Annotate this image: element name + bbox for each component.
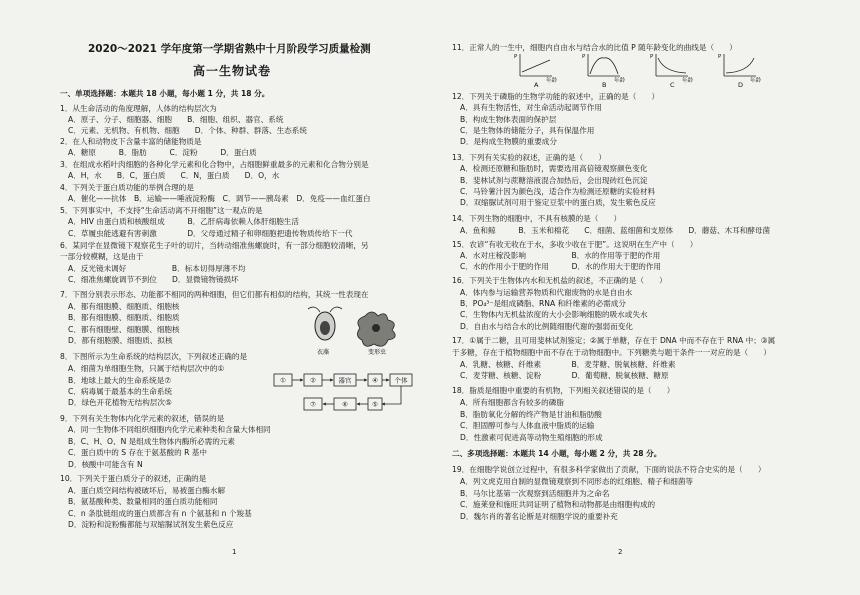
graph-c-y: P <box>650 54 654 60</box>
answer-option: A．水对庄稼没影响 B．水的作用等于肥的作用 <box>460 251 661 260</box>
graph-a-x: 年龄 <box>546 78 558 84</box>
answer-option: A．原子、分子、细胞器、细胞 B．细胞、组织、器官、系统 <box>68 115 284 124</box>
graph-label-a: A <box>534 81 539 88</box>
answer-option: D．自由水与结合水的比例随细胞代谢的强弱而变化 <box>460 322 633 331</box>
answer-option: B．C、H、O、N 是组成生物体内酶所必需的元素 <box>68 437 235 446</box>
amoeba-drawing <box>357 312 395 346</box>
exam-title: 2020～2021 学年度第一学期省熟中十月阶段学习质量检测 <box>88 43 371 55</box>
graph-d-y: P <box>718 54 722 60</box>
q8-hierarchy-diagram <box>272 371 414 415</box>
answer-option: A．H，水 B．C，蛋白质 C．N，蛋白质 D．O，水 <box>68 171 280 180</box>
question-text: 5．下列事实中，不支持“生命活动离不开细胞”这一观点的是 <box>60 206 263 215</box>
question-text: 一部分较模糊，这是由于 <box>60 252 144 261</box>
answer-option: D．核酸中可能含有 N <box>68 460 143 469</box>
level-2: ② <box>310 376 316 385</box>
answer-option: B．马尔比基第一次观察到活细胞并为之命名 <box>460 489 610 498</box>
level-organ: 器官 <box>338 376 352 385</box>
level-individual: 个体 <box>394 376 408 385</box>
graph-label-c: C <box>670 81 675 88</box>
figure-label-amoeba: 变形虫 <box>368 349 387 356</box>
answer-option: A．HIV 由蛋白质和核酸组成 B．乙肝病毒依赖人体肝细胞生活 <box>68 217 299 226</box>
answer-option: C．蛋白质中的 S 存在于氨基酸的 R 基中 <box>68 448 207 457</box>
level-5: ⑤ <box>372 400 378 409</box>
answer-option: B．地球上最大的生命系统是⑦ <box>68 376 172 385</box>
chlamydomonas-drawing <box>308 307 342 340</box>
answer-option: C．都有细胞壁、细胞膜、细胞核 <box>68 325 180 334</box>
question-text: 15．农谚“有收无收在于水，多收少收在于肥”。这说明在生产中（ ） <box>452 240 698 249</box>
page-1 <box>60 0 430 595</box>
answer-option: A．所有细胞都含有较多的磷脂 <box>460 398 564 407</box>
answer-option: A．细菌为单细胞生物，只属于结构层次中的① <box>68 364 225 373</box>
exam-subtitle: 高一生物试卷 <box>193 64 272 78</box>
level-4: ④ <box>372 376 378 385</box>
answer-option: A．列文虎克用自制的显微镜观察到不同形态的红细胞、精子和细菌等 <box>460 477 694 486</box>
graph-label-d: D <box>738 81 744 88</box>
graph-d-x: 年龄 <box>750 78 762 84</box>
answer-option: A．都有细胞膜、细胞质、细胞核 <box>68 302 180 311</box>
answer-option: C．水的作用小于肥的作用 D．水的作用大于肥的作用 <box>460 262 661 271</box>
answer-option: A．反光镜未调好 B．标本切得厚薄不均 <box>68 264 246 273</box>
question-text: 17．①属于二糖，且可用斐林试剂鉴定；②属于单糖，存在于 DNA 中而不存在于 RNA 中；③属 <box>452 336 776 345</box>
section-1-heading: 一、单项选择题：本题共 18 小题，每小题 1 分，共 18 分。 <box>60 89 270 98</box>
answer-option: B．都有细胞膜、细胞质、细胞质 <box>68 313 180 322</box>
question-text: 1．从生命活动的角度理解，人体的结构层次为 <box>60 104 217 113</box>
question-text: 7．下图分别表示形态、功能都不相同的两种细胞，但它们都有相似的结构，其统一性表现在 <box>60 290 369 299</box>
page-number-2: 2 <box>618 548 623 556</box>
answer-option: B．氨基酸种类、数量相同的蛋白质功能相同 <box>68 497 218 506</box>
graph-a-y: P <box>514 54 518 60</box>
answer-option: A．糖原 B．脂肪 C．淀粉 D．蛋白质 <box>68 148 257 157</box>
q11-graphs <box>512 52 772 88</box>
question-text: 二、多项选择题：本题共 14 小题，每小题 2 分，共 28 分。 <box>452 449 662 458</box>
answer-option: B．脂肪氧化分解的终产物是甘油和脂肪酸 <box>460 410 602 419</box>
answer-option: C．是生物体的储能分子，具有保温作用 <box>460 126 595 135</box>
figure-label-chlamydomonas: 衣藻 <box>317 349 330 356</box>
answer-option: D．性激素可促进高等动物生殖细胞的形成 <box>460 433 603 442</box>
question-text: 6．某同学在显微镜下观察花生子叶的切片，当转动细准焦螺旋时，有一部分细胞较清晰，另 <box>60 241 369 250</box>
answer-option: C．麦芽糖、核糖、淀粉 D．葡萄糖、脱氧核糖、糖原 <box>460 371 669 380</box>
answer-option: B．PO₄³⁻是组成磷脂、RNA 和纤维素的必需成分 <box>460 299 626 308</box>
level-7: ⑦ <box>310 400 316 409</box>
answer-option: A．乳糖、核糖、纤维素 B．麦芽糖、脱氧核糖、纤维素 <box>460 360 676 369</box>
question-text: 4．下列关于蛋白质功能的举例合理的是 <box>60 183 194 192</box>
graph-b-x: 年龄 <box>614 78 626 84</box>
answer-option: C．细准焦螺旋调节不到位 D．显微镜物镜损坏 <box>68 275 239 284</box>
graph-c-x: 年龄 <box>682 78 694 84</box>
answer-option: A．具有生物活性，对生命活动起调节作用 <box>460 103 602 112</box>
answer-option: B．斐林试剂与蔗糖溶液混合加热后，会出现砖红色沉淀 <box>460 176 648 185</box>
page-number-1: 1 <box>232 548 237 556</box>
graph-b-y: P <box>582 54 586 60</box>
answer-option: D．魏尔肖的著名论断是对细胞学说的重要补充 <box>460 512 618 521</box>
answer-option: A．鱼和鲸 B．玉米和棉花 C．细菌、蓝细菌和支原体 D．蘑菇、木耳和酵母菌 <box>460 226 771 235</box>
question-text: 8．下图所示为生命系统的结构层次，下列叙述正确的是 <box>60 352 248 361</box>
q7-cell-figure <box>300 306 410 356</box>
answer-option: A．同一生物体不同组织细胞内化学元素种类和含量大体相同 <box>68 425 271 434</box>
question-text: 16．下列关于生物体内水和无机盐的叙述，不正确的是（ ） <box>452 276 667 285</box>
answer-option: D．绿色开花植物无结构层次⑤ <box>68 398 172 407</box>
question-text: 19．在细胞学说创立过程中，有很多科学家做出了贡献，下面的说法不符合史实的是（ ） <box>452 465 766 474</box>
answer-option: D．都有细胞膜、细胞质、拟核 <box>68 336 173 345</box>
answer-option: C．元素、无机物、有机物、细胞 D．个体、种群、群落、生态系统 <box>68 126 307 135</box>
answer-option: A．催化——抗体 B．运输——唾液淀粉酶 C．调节——胰岛素 D．免疫——血红蛋白 <box>68 194 371 203</box>
answer-option: D．淀粉和淀粉酶都能与双缩脲试剂发生紫色反应 <box>68 520 234 529</box>
question-text: 14．下列生物的细胞中，不具有核膜的是（ ） <box>452 214 622 223</box>
question-text: 2．在人和动物皮下含量丰富的储能物质是 <box>60 137 202 146</box>
question-text: 13．下列有关实验的叙述，正确的是（ ） <box>452 153 606 162</box>
answer-option: A．体内参与运输营养物质和代谢废物的水是自由水 <box>460 288 633 297</box>
answer-option: C．草履虫能逃避有害刺激 D．父母通过精子和卵细胞把遗传物质传给下一代 <box>68 229 353 238</box>
question-text: 18．脂质是细胞中重要的有机物，下列相关叙述错误的是（ ） <box>452 386 675 395</box>
level-6: ⑥ <box>342 400 348 409</box>
answer-option: C．施莱登和施旺共同证明了植物和动物都是由细胞构成的 <box>460 500 656 509</box>
answer-option: D．双缩脲试剂可用于鉴定豆浆中的蛋白质，发生紫色反应 <box>460 198 656 207</box>
answer-option: C．胆固醇可参与人体血液中脂质的运输 <box>460 421 595 430</box>
question-text: 12．下列关于磷脂的生物学功能的叙述中，正确的是（ ） <box>452 92 660 101</box>
question-text: 3．在组成水稻叶肉细胞的各种化学元素和化合物中，占细胞鲜重最多的元素和化合物分别是 <box>60 160 369 169</box>
graph-label-b: B <box>602 81 607 88</box>
answer-option: D．是构成生物膜的重要成分 <box>460 137 557 146</box>
level-1: ① <box>280 376 286 385</box>
question-text: 11．正常人的一生中，细胞内自由水与结合水的比值 P 随年龄变化的曲线是（ ） <box>452 43 737 52</box>
answer-option: C．生物体内无机盐浓度的大小会影响细胞的吸水或失水 <box>460 310 648 319</box>
answer-option: C．病毒属于最基本的生命系统 <box>68 387 173 396</box>
page-2 <box>452 0 844 595</box>
question-text: 于多糖，存在于植物细胞中而不存在于动物细胞中。下列糖类与题干条件一一对应的是（ ） <box>452 348 771 357</box>
question-text: 10．下列关于蛋白质分子的叙述，正确的是 <box>60 474 207 483</box>
answer-option: C．n 条肽链组成的蛋白质都含有 n 个氨基和 n 个羧基 <box>68 509 252 518</box>
answer-option: A．蛋白质空间结构被破坏后，易被蛋白酶水解 <box>68 486 226 495</box>
answer-option: A．检测还原糖和脂肪时，需要选用高倍镜观察颜色变化 <box>460 164 648 173</box>
answer-option: B．构成生物体表面的保护层 <box>460 115 557 124</box>
answer-option: C．马铃薯汁因为颜色浅，适合作为检测还原糖的实验材料 <box>460 187 656 196</box>
question-text: 9．下列有关生物体内化学元素的叙述，错误的是 <box>60 414 225 423</box>
